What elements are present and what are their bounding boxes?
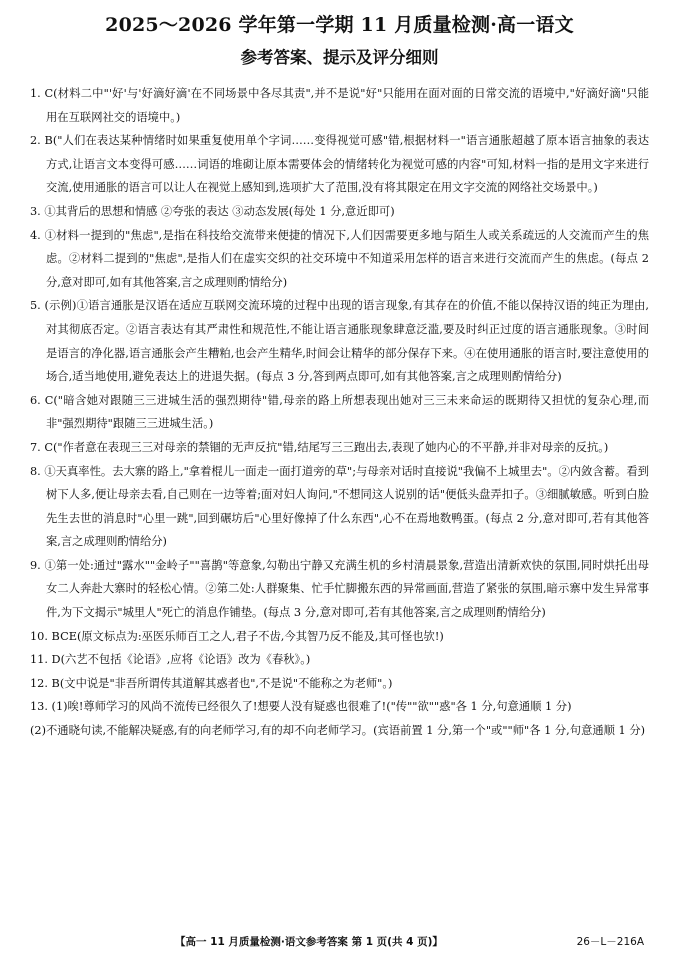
answer-item-11	[30, 648, 649, 672]
answer-item-8	[30, 460, 649, 554]
answer-item-5	[30, 294, 649, 388]
answer-text: 6. C("暗含她对跟随三三进城生活的强烈期待"错,母亲的路上所想表现出她对三三未来命运的既期待又担忧的复杂心理,而非"强烈期待"跟随三三进城生活。)	[30, 393, 649, 431]
page-subtitle: 参考答案、提示及评分细则	[240, 48, 439, 67]
answer-item-2	[30, 129, 649, 200]
answer-text: 7. C("作者意在表现三三对母亲的禁锢的无声反抗"错,结尾写三三跑出去,表现了她内心的不平静,并非对母亲的反抗。)	[30, 440, 609, 454]
answer-text: 8. ①天真率性。去大寨的路上,"拿着棍儿一面走一面打道旁的草";与母亲对话时直接说"我偏不上城里去"。②内敛含蓄。看到树下人多,便让母亲去看,自己则在一边等着;面对妇人询问,"不想同这人说别的话"便低头盘弄扣子。③细腻敏感。听到白脸先生去世的消息时"心里一跳",回到碾坊后"心里好像掉了什么东西",心不在焉地数鸭蛋。(每点 2 分,意对即可,若有其他答案,言之成理则酌情给分)	[30, 464, 649, 549]
answer-item-13	[30, 695, 649, 742]
answer-text: 9. ①第一处:通过"露水""金岭子""喜鹊"等意象,勾勒出宁静又充满生机的乡村清晨景象,营造出清新欢快的氛围,同时烘托出母女二人奔赴大寨时的轻松心情。②第二处:人群聚集、忙手忙脚搬东西的异常画面,营造了紧张的氛围,暗示寨中发生异常事件,为下文揭示"城里人"死亡的消息作铺垫。(每点 3 分,意对即可,若有其他答案,言之成理则酌情给分)	[30, 558, 649, 620]
footer-code: 26－L－216A	[576, 936, 644, 948]
footer-page-info: 【高一 11 月质量检测·语文参考答案 第 1 页(共 4 页)】	[175, 936, 443, 948]
answer-item-1	[30, 82, 649, 129]
answer-text: 13. (1)唉!尊师学习的风尚不流传已经很久了!想要人没有疑惑也很难了!("传""欲""惑"各 1 分,句意通顺 1 分)	[30, 700, 572, 714]
answer-text: 2. B("人们在表达某种情绪时如果重复使用单个字词……变得视觉可感"错,根据材料一"语言通胀超越了原本语言抽象的表达方式,让语言文本变得可感……词语的堆砌让原本需要体会的情绪转化为视觉可感的内容"可知,材料一指的是用文字来进行交流,使用通胀的语言可以让人在视觉上感知到,选项扩大了范围,没有将其限定在用文字交流的网络社交场景中。)	[30, 134, 649, 195]
answer-item-12	[30, 672, 649, 696]
answer-text: 4. ①材料一提到的"焦虑",是指在科技给交流带来便捷的情况下,人们因需要更多地与陌生人或关系疏远的人交流而产生的焦虑。②材料二提到的"焦虑",是指人们在虚实交织的社交环境中不知道采用怎样的语言来进行交流而产生的焦虑。(每点 2 分,意对即可,如有其他答案,言之成理则酌情给分)	[30, 228, 649, 289]
answer-item-10	[30, 625, 649, 649]
answer-item-3	[30, 200, 649, 224]
answer-item-7	[30, 436, 649, 460]
answer-list	[30, 82, 649, 743]
answer-text: (2)不通晓句读,不能解决疑惑,有的向老师学习,有的却不向老师学习。(宾语前置 1 分,第一个"或""师"各 1 分,句意通顺 1 分)	[30, 724, 646, 738]
answer-item-9	[30, 554, 649, 625]
answer-text: 5. (示例)①语言通胀是汉语在适应互联网交流环境的过程中出现的语言现象,有其存在的价值,不能以保持汉语的纯正为理由,对其彻底否定。②语言表达有其严肃性和规范性,不能让语言通胀现象肆意泛滥,要及时纠正过度的语言通胀现象。③时间是语言的净化器,语言通胀会产生糟粕,也会产生精华,时间会让精华的部分保存下来。④在使用通胀的语言时,要注意使用的场合,适当地使用,避免表达上的进退失据。(每点 3 分,答到两点即可,如有其他答案,言之成理则酌情给分)	[30, 299, 649, 384]
page-title: 2025～2026 学年第一学期 11 月质量检测·高一语文	[105, 14, 574, 36]
answer-text: 11. D(六艺不包括《论语》,应将《论语》改为《春秋》。)	[30, 653, 311, 667]
answer-item-6	[30, 389, 649, 436]
answer-text: 12. B(文中说是"非吾所谓传其道解其惑者也",不是说"不能称之为老师"。)	[30, 676, 393, 690]
answer-text: 3. ①其背后的思想和情感 ②夸张的表达 ③动态发展(每处 1 分,意近即可)	[30, 204, 395, 218]
answer-text: 10. BCE(原文标点为:巫医乐师百工之人,君子不齿,今其智乃反不能及,其可怪也欤!)	[30, 629, 444, 643]
answer-text: 1. C(材料二中"'好'与'好滴好滴'在不同场景中各尽其责",并不是说"好"只能用在面对面的日常交流的语境中,"好滴好滴"只能用在互联网社交的语境中。)	[30, 87, 649, 124]
answer-item-4	[30, 224, 649, 295]
